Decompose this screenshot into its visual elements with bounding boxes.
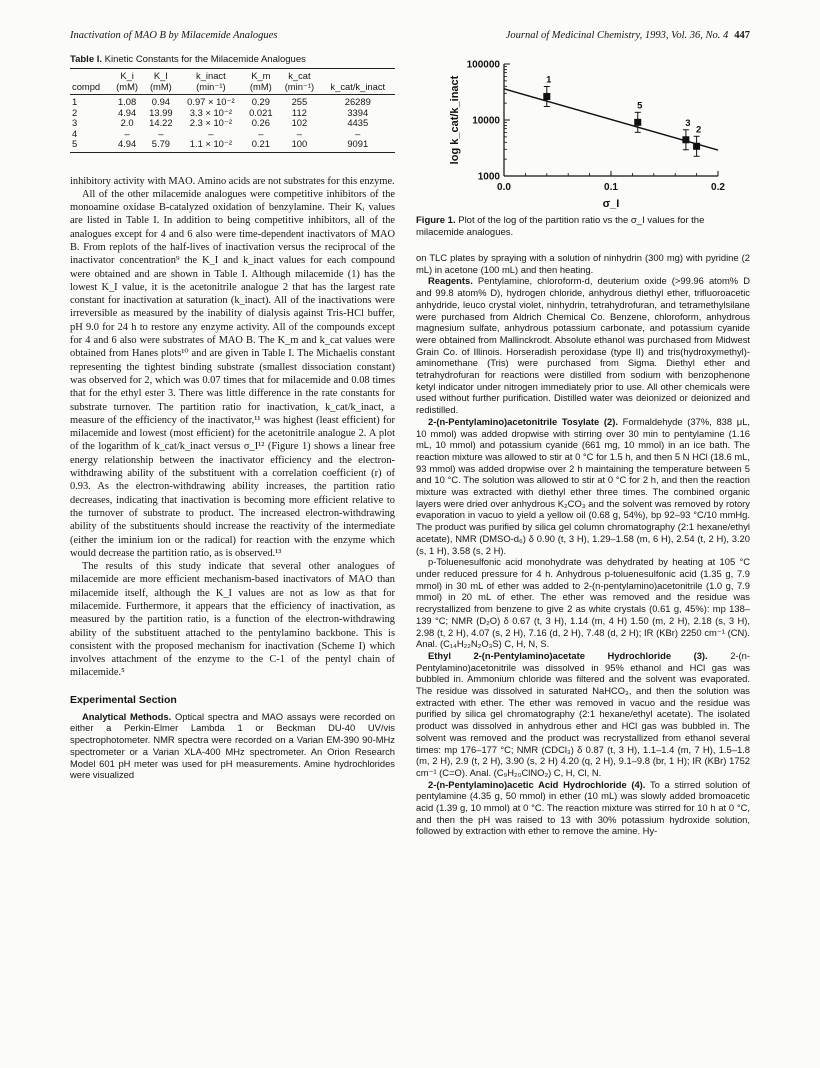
table-cell-1: 4.94: [117, 106, 137, 118]
table-cell-6: 9091: [321, 139, 395, 152]
header-cell-6: [321, 69, 395, 82]
table-cell-1: 4.94: [111, 139, 144, 152]
unit-cell-5: (min⁻¹): [278, 82, 320, 95]
table-cell-5: –: [296, 127, 302, 139]
table-caption-label: Table I.: [70, 54, 103, 65]
table-cell-0: 2: [72, 106, 78, 118]
header-article-title: Inactivation of MAO B by Milacemide Analogues: [70, 30, 278, 41]
figure-1: [416, 54, 750, 209]
table-cell-2: 0.94: [151, 96, 170, 107]
table-cell-5: 102: [291, 117, 308, 128]
table-cell-3: 0.97 × 10⁻²: [187, 96, 235, 107]
figure-caption: [416, 215, 750, 238]
table-body: [70, 95, 395, 153]
table-row: [70, 118, 395, 129]
table-cell-2: –: [158, 127, 164, 139]
table-header-row: [70, 69, 395, 82]
right-column: [416, 54, 750, 837]
table-row: [70, 108, 395, 119]
table-cell-0: 4: [72, 127, 78, 139]
x-tick-label: 0.1: [604, 182, 618, 193]
header-journal: Journal of Medicinal Chemistry, 1993, Vol. 36, No. 4: [505, 30, 729, 41]
table-cell-6: 4435: [347, 117, 369, 128]
paragraph: The results of this study indicate that several other analogues of milacemide are more efficient mechanism-based inactivators of MAO than milacemide itself, although the K_I values are not as low as that for milacemide. Furthermore, it appears that the efficiency of inactivation, as measured by the partition ratio, is a function of the electron-withdrawing ability of the substituent attached to the pentylamino backbone. This is consistent with the proposed mechanism for inactivation (Scheme I) which involves attachment of the enzyme to the C-1 of the pentyl chain of milacemide.⁵: [70, 561, 395, 679]
data-point-label: 3: [685, 117, 691, 129]
header-cell-5: k_cat: [278, 69, 320, 82]
data-point: [634, 119, 641, 126]
table-cell-0: 1: [72, 96, 78, 107]
x-tick-label: 0.2: [711, 182, 725, 193]
data-point-label: 5: [637, 100, 643, 112]
table-cell-2: 14.22: [149, 117, 173, 128]
left-column: [70, 54, 395, 781]
partition-ratio-chart: [416, 54, 750, 209]
header-cell-0: [70, 69, 111, 82]
paragraph: [416, 416, 750, 556]
table-cell-6: –: [355, 127, 361, 139]
analytical-methods-title: Analytical Methods.: [82, 710, 172, 722]
paragraph: [416, 650, 750, 779]
paragraph: [416, 779, 750, 838]
table-cell-4: 0.021: [249, 106, 273, 118]
unit-cell-3: (min⁻¹): [178, 82, 243, 95]
table-units-row: [70, 82, 395, 95]
paragraph-title: 2-(n-Pentylamino)acetic Acid Hydrochloride (4).: [428, 778, 646, 790]
data-point: [682, 136, 689, 143]
header-cell-2: K_I: [143, 69, 178, 82]
table-cell-0: 5: [70, 139, 111, 152]
unit-cell-6: k_cat/k_inact: [321, 82, 395, 95]
unit-cell-0: compd: [70, 82, 111, 95]
table-cell-5: 112: [291, 106, 307, 118]
header-cell-4: K_m: [243, 69, 278, 82]
analytical-methods-text: Optical spectra and MAO assays were recorded on either a Perkin-Elmer Lambda 1 or Beckman DU-40 UV/vis spectrophotometer. NMR spectra were recorded on a Varian EM-390 90-MHz spectrometer or a Varian XLA-400 MHz spectrometer. An Orion Research Model 601 pH meter was used for pH measurements. Amine hydrochlorides were visualized: [70, 710, 395, 781]
unit-cell-1: (mM): [111, 82, 144, 95]
table-cell-1: 2.0: [120, 117, 134, 128]
table-caption: [70, 54, 395, 65]
figure-caption-label: Figure 1.: [416, 215, 456, 226]
y-tick-label: 100000: [466, 59, 500, 71]
table-row: [70, 139, 395, 152]
header-cell-3: k_inact: [178, 69, 243, 82]
table-cell-1: –: [124, 127, 130, 139]
paragraph-text: p-Toluenesulfonic acid monohydrate was dehydrated by heating at 105 °C under reduced pressure for 4 h. Anhydrous p-toluenesulfonic acid (1.35 g, 7.9 mmol) in 30 mL of ether was added to 2-(n-pentylamino)acetonitrile (1.0 g, 7.9 mmol) in 20 mL of ether. The ether was removed and the residue was recrystallized from benzene to give 2 as white crystals (0.61 g, 45%): mp 138–139 °C; NMR (D₂O) δ 0.67 (t, 3 H), 1.14 (m, 4 H) 1.50 (m, 2 H), 2.18 (s, 3 H), 2.98 (t, 2 H), 4.07 (s, 2 H), 7.16 (d, 2 H), 7.48 (d, 2 H); IR (KBr) 2250 cm⁻¹ (CN). Anal. (C₁₄H₂₂N₂O₃S) C, H, N, S.: [416, 556, 750, 650]
table-cell-3: 3.3 × 10⁻²: [189, 106, 232, 118]
data-point: [543, 93, 550, 100]
table-cell-6: 3394: [347, 106, 369, 118]
paragraph: [416, 275, 750, 415]
x-axis-label: σ_I: [602, 198, 620, 209]
paragraph-text: 2-(n-Pentylamino)acetonitrile was dissolved in 95% ethanol and HCl gas was bubbled in. Ammonium chloride was filtered and the solvent was evaporated. The residue was dissolved in saturated NaHCO₃, and then the solution was extracted with ether. The ether was removed in vacuo and the residue was purified by silica gel chromatography (2:1 hexane/ethyl acetate). The isolated product was dissolved in anhydrous ether and HCl gas was bubbled in. The solvent was removed and the product was recrystallized from ethanol several times: mp 176–177 °C; NMR (CDCl₃) δ 0.87 (t, 3 H), 1.1–1.4 (m, 7 H), 1.5–1.8 (m, 2 H), 2.9 (t, 2 H), 3.90 (s, 2 H) 4.20 (q, 2 H), 9.1–9.8 (br, 1 H); IR (KBr) 1752 cm⁻¹ (C=O). Anal. (C₉H₂₀ClNO₂) C, H, Cl, N.: [416, 649, 750, 778]
y-axis-label: log k_cat/k_inact: [449, 75, 461, 165]
x-tick-label: 0.0: [497, 182, 511, 193]
paragraph: [416, 252, 750, 275]
data-point-label: 2: [695, 124, 702, 136]
paragraph-title: Reagents.: [428, 275, 473, 287]
table-cell-5: 100: [278, 139, 320, 152]
paragraph: [416, 556, 750, 650]
page-number: 447: [734, 30, 750, 41]
left-body-text: [70, 175, 395, 680]
unit-cell-4: (mM): [243, 82, 278, 95]
y-tick-label: 10000: [472, 115, 500, 127]
paragraph-text: on TLC plates by spraying with a solution of ninhydrin (300 mg) with pyridine (2 mL) in acetone (100 mL) and then heating.: [416, 252, 750, 275]
figure-caption-text: Plot of the log of the partition ratio vs the σ_I values for the milacemide analogues.: [416, 215, 705, 238]
table-cell-0: 3: [72, 117, 78, 128]
experimental-heading: Experimental Section: [70, 693, 177, 706]
table-cell-2: 5.79: [143, 139, 178, 152]
paragraph-title: Ethyl 2-(n-Pentylamino)acetate Hydrochloride (3).: [428, 649, 708, 661]
header-cell-1: K_i: [111, 69, 144, 82]
table-cell-3: –: [208, 127, 214, 139]
kinetic-constants-table: [70, 68, 395, 153]
table-row: [70, 95, 395, 108]
right-body-text: [416, 252, 750, 837]
paragraph: All of the other milacemide analogues were competitive inhibitors of the monoamine oxidase B-catalyzed oxidation of benzylamine. Their Kᵢ values are listed in Table I. In addition to being competitive inhibitors, all of the analogues except for 4 and 6 also were time-dependent inactivators of MAO B. From replots of the half-lives of inactivation versus the reciprocal of the inactivator concentration⁹ the K_I and k_inact values for each compound were obtained and are shown in Table I. Although milacemide (1) has the lowest K_I value, it is the acetonitrile analogue 2 that has the largest rate constant for inactivation at saturation (k_inact). All of the inactivations were irreversible as measured by the inability of dialysis against Tris-HCl buffer, pH 9.0 for 24 h to restore any enzyme activity. All of the compounds except for 4 and 6 also were substrates of MAO B. The K_m and k_cat values were obtained from Hanes plots¹⁰ and are given in Table I. The Michaelis constant representing the tightest binding substrate (smallest dissociation constant) was observed for 2, which was 0.07 times that for milacemide and 0.08 times that for the ethyl ester 3. There was little difference in the rate constants for substrate turnover. The partition ratio for inactivation, k_cat/k_inact, a measure of the efficiency of the inactivator,¹¹ was highest (least efficient) for milacemide and lowest (most efficient) for the acetonitrile analogue 2. A plot of the logarithm of k_cat/k_inact versus σ_I¹² (Figure 1) shows a linear free energy relationship between the inactivator efficiency and the electron-withdrawing ability of the substituent with a correlation coefficient (r) of 0.93. As the electron-withdrawing ability increases, the partition ratio decreases, indicating that inactivation is becoming more efficient relative to the turnover of substrate to product. The increased electron-withdrawing ability of the substituents should increase the reactivity of the intermediate (either the iminium ion or the radical) for reaction with the enzyme which would decrease the partition ratio, as is observed.¹³: [70, 188, 395, 559]
paragraph-title: 2-(n-Pentylamino)acetonitrile Tosylate (2).: [428, 415, 618, 427]
table-cell-2: 13.99: [149, 106, 173, 118]
table-cell-1: 1.08: [117, 96, 137, 107]
table-cell-3: 1.1 × 10⁻²: [178, 139, 243, 152]
running-header: [70, 30, 750, 44]
paragraph: inhibitory activity with MAO. Amino acids are not substrates for this enzyme.: [70, 175, 395, 187]
table-cell-4: 0.21: [243, 139, 278, 152]
analytical-methods: [70, 711, 395, 781]
table-cell-4: 0.26: [251, 117, 270, 128]
table-cell-6: 26289: [344, 96, 371, 107]
paragraph-text: Formaldehyde (37%, 838 μL, 10 mmol) was added dropwise with stirring over 30 min to pentylamine (1.16 mL, 10 mmol) and potassium cyanide (661 mg, 10 mmol) in an ice bath. The reaction mixture was allowed to stir at 0 °C for 1.5 h, and then 5 N HCl (18.6 mL, 93 mmol) was added dropwise over 2 h maintaining the temperature between 5 and 10 °C. The solution was allowed to stir at 0 °C for 2 h, and then the reaction mixture was extracted with diethyl ether three times. The combined organic layers were dried over anhydrous K₂CO₃ and the solvent was removed by rotory evaporation in vacuo to yield a yellow oil (0.68 g, 54%), bp 92–93 °C/10 mmHg. The product was purified by silica gel column chromatography (2:1 hexane/ethyl acetate), NMR (DMSO-d₆) δ 0.90 (t, 3 H), 1.29–1.58 (m, 6 H), 2.54 (t, 2 H), 3.20 (s, 1 H), 3.58 (s, 2 H).: [416, 415, 751, 556]
data-point: [693, 143, 700, 150]
y-tick-label: 1000: [477, 171, 500, 183]
paragraph-text: Pentylamine, chloroform-d, deuterium oxide (>99.96 atom% D and 99.8 atom% D), hydrogen chloride, anhydrous diethyl ether, trifluoroacetic anhydride, leuco crystal violet, ninhydrin, tetrahydrofuran, and tetramethylsilane were purchased from Aldrich Chemical Co. Benzene, chloroform, anhydrous magnesium sulfate, anhydrous potassium carbonate, and potassium cyanide were obtained from Mallinckrodt. Absolute ethanol was purchased from Midwest Grain Co. of Illinois. Horseradish peroxidase (type II) and tris(hydroxymethyl)-aminomethane (Tris) were purchased from Sigma. Diethyl ether and tetrahydrofuran for reactions were distilled from sodium with benzophenone ketyl indicator under nitrogen immediately prior to use. All other chemicals were used without further purification. Distilled water was deionized or deionized and redistilled.: [416, 275, 750, 416]
unit-cell-2: (mM): [143, 82, 178, 95]
paragraph-text: To a stirred solution of pentylamine (4.35 g, 50 mmol) in ether (10 mL) was slowly added bromoacetic acid (1.39 g, 10 mmol) at 0 °C. The reaction mixture was stirred for 10 h at 0 °C, and then the pH was raised to 13 with 30% potassium hydroxide solution, followed by extraction with ether to remove the amine. Hy-: [416, 778, 750, 837]
table-caption-text: Kinetic Constants for the Milacemide Analogues: [104, 54, 306, 65]
table-cell-4: –: [258, 127, 264, 139]
data-point-label: 1: [546, 74, 552, 86]
table-cell-5: 255: [291, 96, 308, 107]
table-cell-4: 0.29: [251, 96, 270, 107]
table-cell-3: 2.3 × 10⁻²: [189, 117, 232, 128]
header-journal-citation: [506, 30, 750, 41]
